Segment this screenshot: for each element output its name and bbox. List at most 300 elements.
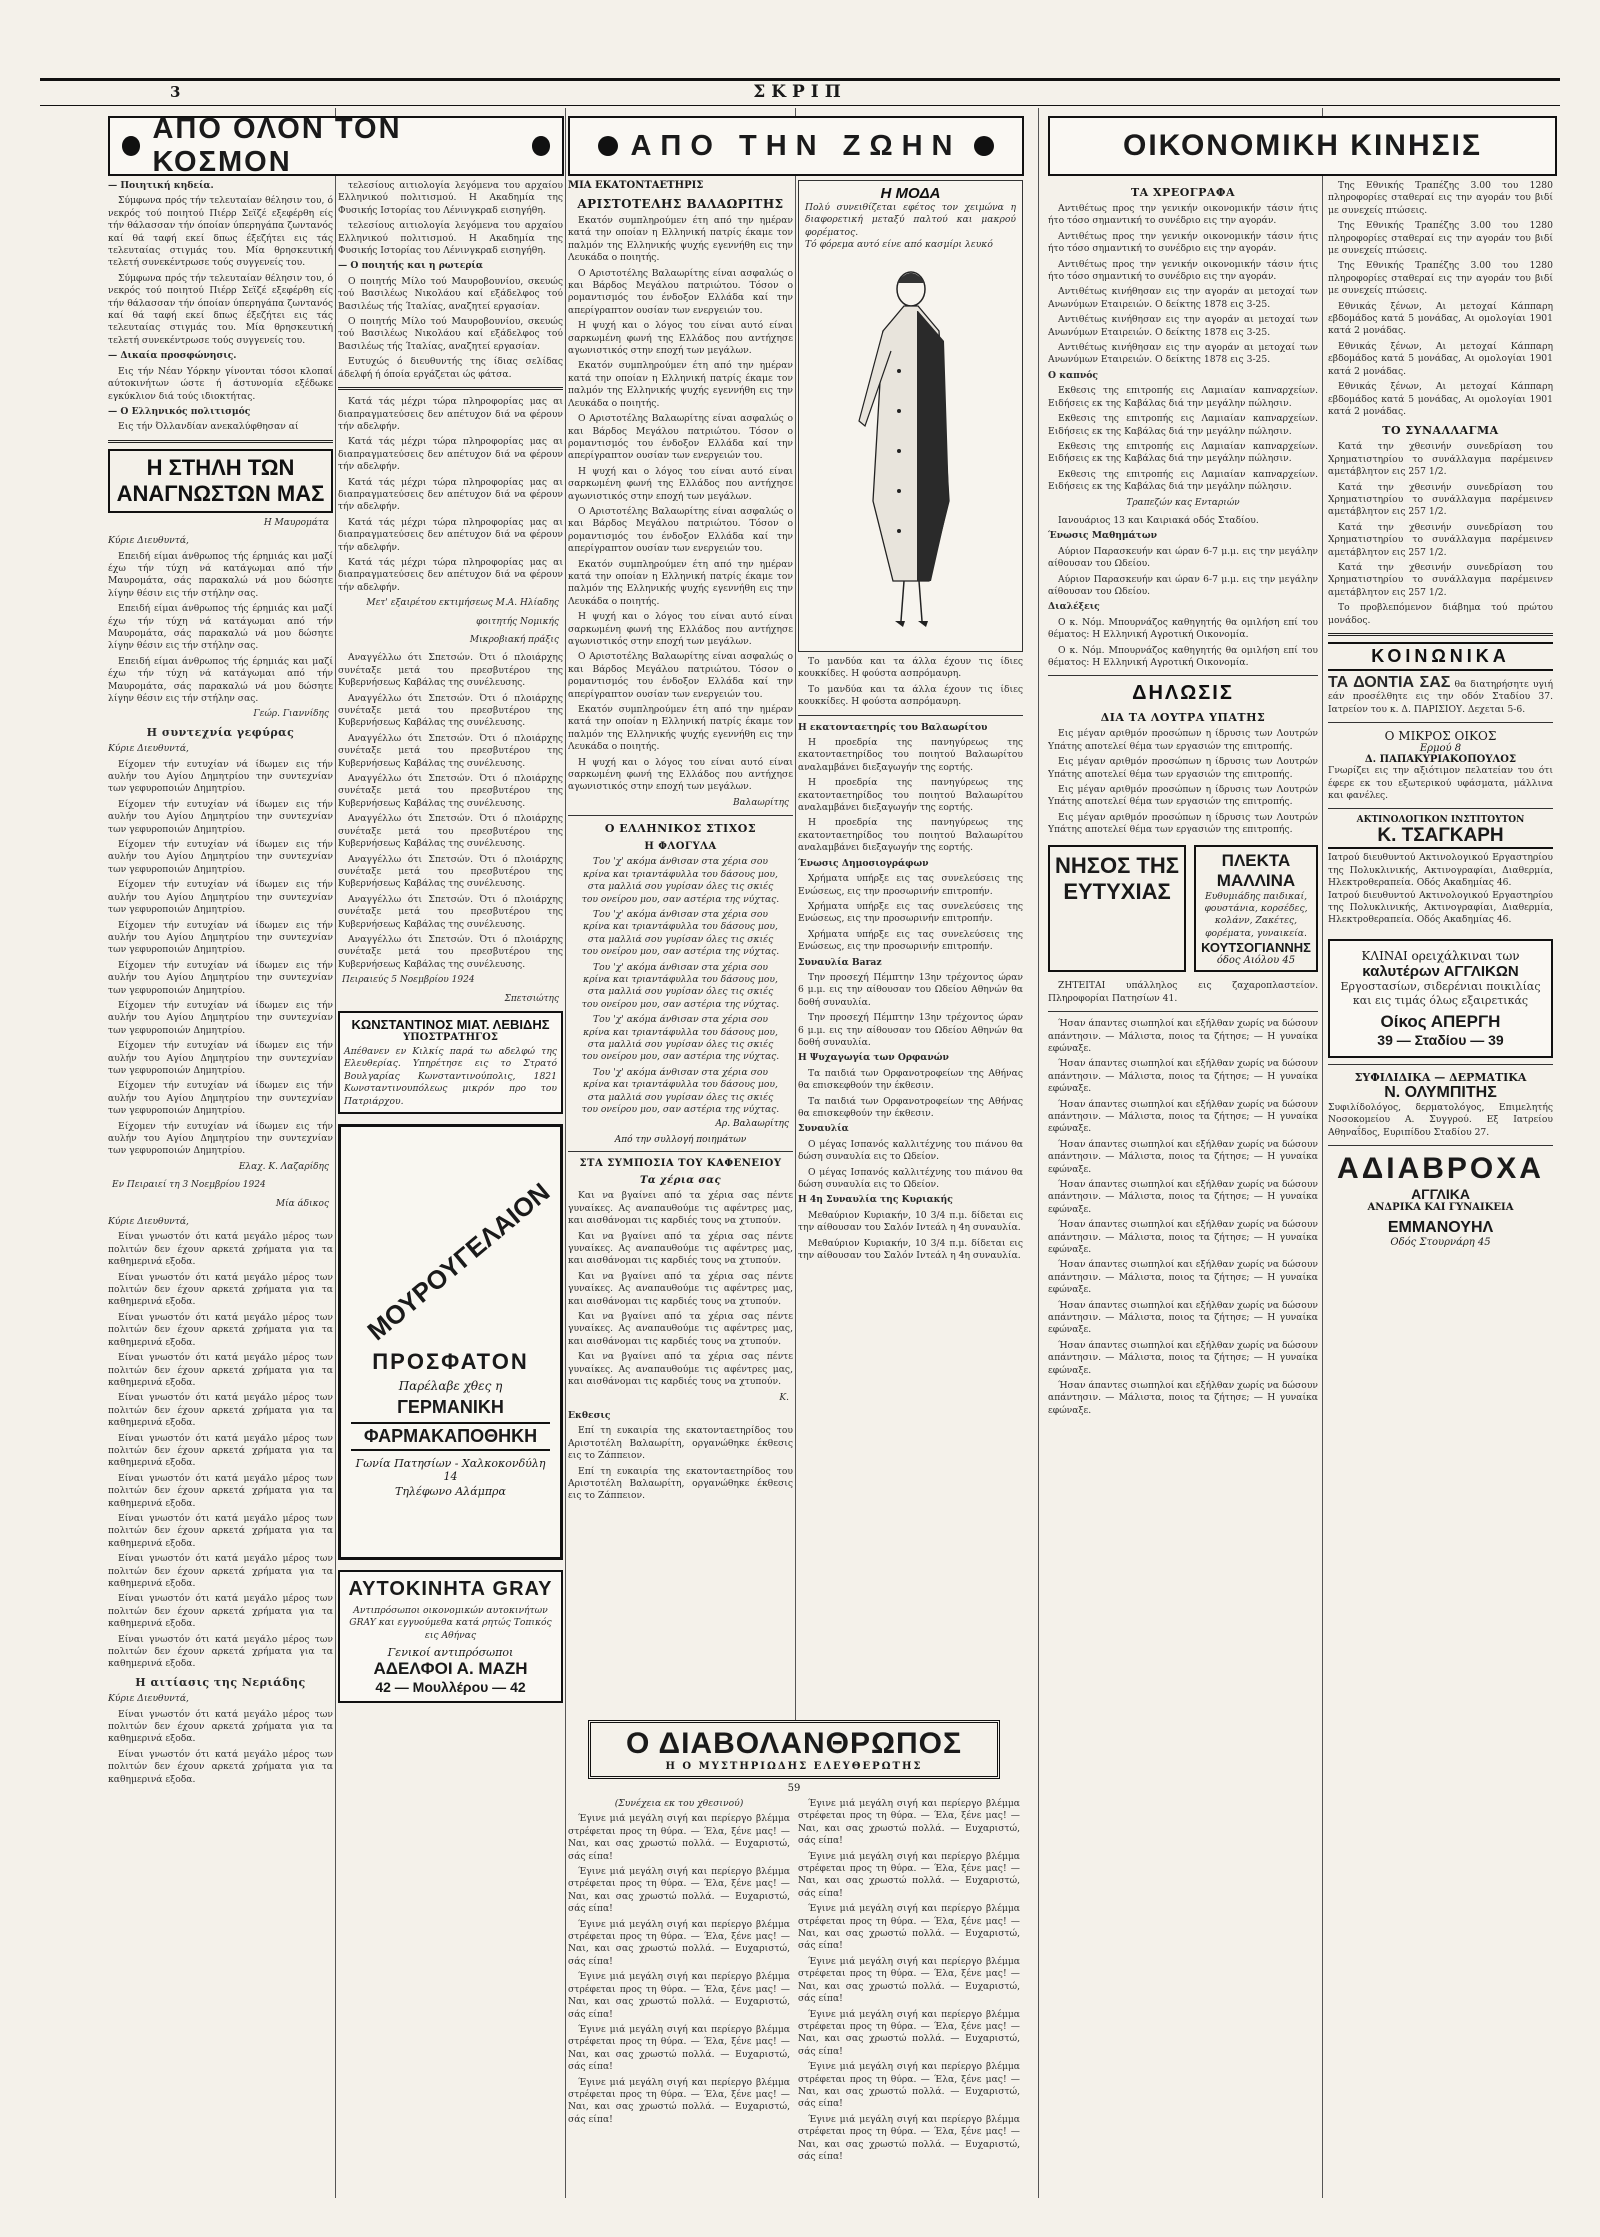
- serial-text: Έγινε μιά μεγάλη σιγή και περίεργο βλέμμα στρέφεται προς τη θύρα. — Έλα, ξένε μας! — Ναι, και σας χρωστώ πολλά. — Ευχαριστώ, σάς είπα!: [798, 1955, 1020, 2005]
- article-text: Και να βγαίνει από τα χέρια σας πέντε γυναίκες. Ας αναπαυθούμε τις αφέντρες μας, και αισθάνομαι τις καρδιές τους να χτυπούν.: [568, 1351, 793, 1388]
- letter-text: Κατά τάς μέχρι τώρα πληροφορίας μας αι διαπραγματεύσεις δεν απέτυχον διά να φέρουν τήν αδελφήν.: [338, 556, 563, 593]
- divider: [1328, 808, 1553, 809]
- fashion-title: Η ΜΟΔΑ: [880, 185, 941, 202]
- shop-ad-title: Ο ΜΙΚΡΟΣ ΟΙΚΟΣ: [1384, 729, 1497, 744]
- cafe-heading: ΣΤΑ ΣΥΜΠΟΣΙΑ ΤΟΥ ΚΑΦΕΝΕΙΟΥ: [579, 1158, 782, 1170]
- raincoat-ad: [1328, 1152, 1553, 1248]
- letter-text: Είναι γνωστόν ότι κατά μεγάλο μέρος των πολιτών δεν έχουν αρκετά χρήματα για τα καθημερινά εξοδα.: [108, 1748, 333, 1785]
- letter-text: Κατά τάς μέχρι τώρα πληροφορίας μας αι διαπραγματεύσεις δεν απέτυχον διά να φέρουν τήν αδελφήν.: [338, 516, 563, 553]
- report-text: Αύριον Παρασκευήν και ώραν 6-7 μ.μ. εις την μεγάλην αίθουσαν του Ωδείου.: [1048, 573, 1318, 597]
- report-text: Εκθεσις της επιτροπής εις Λαμιαίαν καπναρχείων. Ειδήσεις εκ της Καβάλας διά την μεγάλην πώλησιν.: [1048, 385, 1318, 409]
- news-heading: Ο καπνός: [1048, 369, 1098, 381]
- poem-stanza: Του 'χ' ακόμα άνθισαν στα χέρια σου κρίνα και τριαντάφυλλα του δάσους μου, στα μαλλιά σου γυρίσαν όλες τις σκιές του ονείρου μου, σαν αστέρια της νύχτας.: [581, 1066, 780, 1115]
- banner-title: ΑΠΟ ΟΛΟΝ ΤΟΝ ΚΟΣΜΟΝ: [152, 113, 402, 178]
- report-text: Κατά την χθεσινήν συνεδρίαση του Χρηματιστηρίου το συνάλλαγμα παρέμεινεν αμετάβλητον εις 257 1/2.: [1328, 561, 1553, 598]
- place-date: Εν Πειραιεί τη 3 Νοεμβρίου 1924: [112, 1180, 266, 1191]
- raincoat-ad-address: Οδός Στουρνάρη 45: [1390, 1237, 1491, 1249]
- article-text: Εκατόν συμπληρούμεν έτη από την ημέραν κατά την οποίαν η Ελληνική πατρίς έκαμε τον παλμόν της Ελληνικής ψυχής εγεννήθη εις την Λευκάδα ο ποιητής.: [568, 558, 793, 607]
- article-text: Ο Αριστοτέλης Βαλαωρίτης είναι ασφαλώς ο και Βάρδος Μεγάλου πατριώτου. Τόσον ο ρομαντισμός του ένδοξον Ελλάδα καί την απερίγραπτον ουσίαν των ενεργειών του.: [568, 505, 793, 555]
- gray-ad-address: 42 — Μουλλέρου — 42: [375, 1679, 526, 1696]
- divider: [568, 1151, 793, 1152]
- gray-ad-agents: ΑΔΕΛΦΟΙ Α. ΜΑΖΗ: [373, 1659, 528, 1679]
- serial-text: Ήσαν άπαντες σιωπηλοί και εξήλθαν χωρίς να δώσουν απάντησιν. — Μάλιστα, ποιος τα ζήτησε; — Η γυναίκα εφώναξε.: [1048, 1380, 1318, 1416]
- news-heading: Συναυλία Baraz: [798, 956, 882, 968]
- cafe-subheading: Τα χέρια σας: [639, 1175, 722, 1187]
- letter-text: Είναι γνωστόν ότι κατά μεγάλο μέρος των πολιτών δεν έχουν αρκετά χρήματα για τα καθημερινά εξοδα.: [108, 1311, 333, 1348]
- letter-heading: Μικροβιακή πράξις: [469, 635, 559, 645]
- serial-story: [568, 1720, 1020, 2198]
- doctor-ad: [1328, 1071, 1553, 1139]
- article-text: Εκατόν συμπληρούμεν έτη από την ημέραν κατά την οποίαν η Ελληνική πατρίς έκαμε τον παλμόν της Ελληνικής ψυχής εγεννήθη εις την Λευκάδα ο ποιητής.: [568, 360, 793, 409]
- classified-text: ΖΗΤΕΙΤΑΙ υπάλληλος εις ζαχαροπλαστείον. Πληροφορίαι Πατησίων 41.: [1048, 980, 1318, 1004]
- article-heading: ΑΡΙΣΤΟΤΕΛΗΣ ΒΑΛΑΩΡΙΤΗΣ: [577, 197, 784, 211]
- poem-title: Η ΦΛΟΓΥΛΑ: [644, 841, 717, 853]
- report-text: Εθνικάς ξένων, Αι μετοχαί Κάππαρη εβδομάδος κατά 5 μονάδας, Αι ομολογίαι 1901 κατά 2 μονάδας.: [1328, 300, 1553, 337]
- divider: [1328, 1145, 1553, 1146]
- letter-text: Είναι γνωστόν ότι κατά μεγάλο μέρος των πολιτών δεν έχουν αρκετά χρήματα για τα καθημερινά εξοδα.: [108, 1472, 333, 1509]
- bullet-icon: [974, 136, 994, 156]
- notice-paragraph: Εις μέγαν αριθμόν προσώπων η ίδρυσις των Λουτρών Υπάτης αποτελεί θέμα των εργασιών της επιτροπής.: [1048, 728, 1318, 752]
- letter-heading: Η συντεχνία γεφύρας: [146, 725, 295, 739]
- report-text: Αντιθέτως προς την γενικήν οικονομικήν τάσιν ήτις ήτο τόσο σημαντική το συνέδριο εις την αγοράν.: [1048, 230, 1318, 255]
- report-text: Ο κ. Νόμ. Μπουρνάζος καθηγητής θα ομιλήση επί του θέματος: Η Ελληνική Αγροτική Οικονομία.: [1048, 644, 1318, 668]
- fashion-text: Πολύ συνειθίζεται εφέτος τον χειμώνα η διαφορετική μεταξύ παλτού και μακρού φορέματος.: [805, 202, 1016, 238]
- raincoat-ad-shop: ΕΜΜΑΝΟΥΗΛ: [1387, 1219, 1494, 1237]
- report-text: Εκθεσις της επιτροπής εις Λαμιαίαν καπναρχείων. Ειδήσεις εκ της Καβάλας διά την μεγάλην πώλησιν.: [1048, 468, 1318, 493]
- bonds-report: [1048, 203, 1318, 669]
- news-text: Χρήματα υπήρξε εις τας συνελεύσεις της Ενώσεως, εις την προσωρινήν επιτροπήν.: [798, 900, 1023, 925]
- letter-text: Είναι γνωστόν ότι κατά μεγάλο μέρος των πολιτών δεν έχουν αρκετά χρήματα για τα καθημερινά εξοδα.: [108, 1231, 333, 1268]
- letter-text: Είχομεν τήν ευτυχίαν νά ίδωμεν εις τήν αυλήν του Αγίου Δημητρίου την συντεχνίαν των γεφυροποιών Δημητρίου.: [108, 919, 333, 956]
- xray-ad-text: Ιατρού διευθυντού Ακτινολογικού Εργαστηρίου της Πολυκλινικής, Ακτινογραφίαι, Διαθερμία, Ηλεκτροθεραπεία. Οδός Ακαδημίας 46.: [1328, 889, 1553, 926]
- banner-title: ΑΠΟ ΤΗΝ ΖΩΗΝ: [630, 129, 962, 162]
- notice-paragraph: Εις μέγαν αριθμόν προσώπων η ίδρυσις των Λουτρών Υπάτης αποτελεί θέμα των εργασιών της επιτροπής.: [1048, 811, 1318, 836]
- knitwear-ad-address: όδος Αιόλου 45: [1216, 955, 1296, 967]
- fashion-caption: Τό φόρεμα αυτό είνε από κασμίρι λευκό: [805, 239, 993, 251]
- letter-text: Είναι γνωστόν ότι κατά μεγάλο μέρος των πολιτών δεν έχουν αρκετά χρήματα για τα καθημερινά εξοδα.: [108, 1271, 333, 1308]
- poem-stanza: Του 'χ' ακόμα άνθισαν στα χέρια σου κρίνα και τριαντάφυλλα του δάσους μου, στα μαλλιά σου γυρίσαν όλες τις σκιές του ονείρου μου, σαν αστέρια της νύχτας.: [581, 961, 780, 1010]
- news-text: Ευτυχώς ό διευθυντής της ίδιας σελίδας άδελφή ή όποία εργάζεται ώς φάτσα.: [338, 356, 563, 380]
- gray-ad-agents-label: Γενικοί αντιπρόσωποι: [387, 1646, 514, 1660]
- section-heading: ΜΙΑ ΕΚΑΤΟΝΤΑΕΤΗΡΙΣ: [568, 180, 704, 191]
- signature: Κ.: [779, 1392, 789, 1403]
- serial-text: Έγινε μιά μεγάλη σιγή και περίεργο βλέμμα στρέφεται προς τη θύρα. — Έλα, ξένε μας! — Ναι, και σας χρωστώ πολλά. — Ευχαριστώ, σάς είπα!: [798, 1850, 1020, 1899]
- article-text: Η ψυχή και ο λόγος του είναι αυτό είναι σαρκωμένη φωνή της Ελλάδος που αντήχησε αγωνιστικός στην εποχή των μεγάλων.: [568, 756, 793, 793]
- news-text: Η προεδρία της πανηγύρεως της εκατονταετηρίδος του ποιητού Βαλαωρίτου αναλαμβάνει διεξαγωγήν της εορτής.: [798, 817, 1023, 854]
- news-text: Την προσεχή Πέμπτην 13ην τρέχοντος ώραν 6 μ.μ. εις την αίθουσαν του Ωδείου Αθηνών θα δοθή συναυλία.: [798, 971, 1023, 1008]
- serial-text: Ήσαν άπαντες σιωπηλοί και εξήλθαν χωρίς να δώσουν απάντησιν. — Μάλιστα, ποιος τα ζήτησε; — Η γυναίκα εφώναξε.: [1048, 1178, 1318, 1215]
- dental-ad-title: ΤΑ ΔΟΝΤΙΑ ΣΑΣ: [1328, 674, 1451, 691]
- pharmacy-poster: [338, 1124, 563, 1560]
- divider: [798, 715, 1023, 716]
- notice-line: Τραπεζών κας Ενταριών: [1126, 497, 1240, 508]
- news-text: Σύμφωνα πρός τήν τελευταίαν θέλησιν του, ό νεκρός τού ποιητού Πιέρρ Σεϊζέ εξεφέρθη είς τήν θάλασσαν τήν όποίαν ύπερηγάπα ζωντανός καί θά ταφή εκεί δπως έξεζήτει εις τάς τελευταίας στιγμάς του. Μία θρησκευτική τελετή συνεκέντρωσε τούς συγγενείς του.: [108, 195, 333, 269]
- news-heading: — Ο ποιητής και η ρωτερία: [338, 260, 483, 272]
- fashion-illustration: [799, 251, 1022, 641]
- column-divider: [1322, 108, 1323, 2198]
- poster-address: Γωνία Πατησίων - Χαλκοκονδύλη 14: [355, 1457, 546, 1483]
- column-divider: [335, 108, 336, 2198]
- fashion-text: Το μανδύα και τα άλλα έχουν τις ίδιες κουκκίδες. Η φούστα ασπρόμαυρη.: [798, 656, 1023, 680]
- obituary-notice: [338, 1011, 563, 1114]
- news-text: τελεσίους αιτιολογία λεγόμενα του αρχαίου Ελληνικού πολιτισμού. Η Ακαδημία της Φυσικής Ιστορίας του Λένινγκραδ εισηγήθη.: [338, 220, 563, 257]
- serial-text: Έγινε μιά μεγάλη σιγή και περίεργο βλέμμα στρέφεται προς τη θύρα. — Έλα, ξένε μας! — Ναι, και σας χρωστώ πολλά. — Ευχαριστώ, σάς είπα!: [568, 1971, 790, 2020]
- report-text: Εκθεσις της επιτροπής εις Λαμιαίαν καπναρχείων. Ειδήσεις εκ της Καβάλας διά την μεγάλην πώλησιν.: [1048, 413, 1318, 437]
- beds-ad: [1328, 939, 1553, 1058]
- poem-author: Αρ. Βαλαωρίτης: [715, 1119, 789, 1130]
- report-text: Ιανουάριος 13 και Καιριακά οδός Σταδίου.: [1058, 514, 1259, 526]
- signature: Μετ' εξαιρέτου εκτιμήσεως Μ.Α. Ηλίαδης: [366, 598, 559, 609]
- readers-letters: [108, 517, 333, 1786]
- serial-continued: [1048, 1018, 1318, 1417]
- knitwear-ad: [1194, 845, 1318, 973]
- signature: Βαλαωρίτης: [732, 797, 789, 808]
- news-text: Ο ποιητής Μίλο τού Μαυροβουνίου, σκευώς τού Βασιλέως Νικολάου καί εξάδελφος τού Βασιλέως τής Ίταλίας, αναζητεί εργασίαν.: [338, 316, 563, 352]
- news-text: Η προεδρία της πανηγύρεως της εκατονταετηρίδος του ποιητού Βαλαωρίτου αναλαμβάνει διεξαγωγήν της εορτής.: [798, 777, 1023, 814]
- world-news: [108, 180, 333, 434]
- poster-phone: Τηλέφωνο Αλάμπρα: [395, 1485, 506, 1498]
- divider: [1048, 1011, 1318, 1012]
- classified: [1048, 980, 1318, 1005]
- knitwear-ad-shop: ΚΟΥΤΣΟΓΙΑΝΝΗΣ: [1201, 940, 1311, 956]
- news-text: Ο μέγας Ισπανός καλλιτέχνης του πιάνου θα δώση συναυλία εις το Ωδείον.: [798, 1138, 1023, 1163]
- poem-stanza: Του 'χ' ακόμα άνθισαν στα χέρια σου κρίνα και τριαντάφυλλα του δάσους μου, στα μαλλιά σου γυρίσαν όλες τις σκιές του ονείρου μου, σαν αστέρια της νύχτας.: [581, 856, 780, 905]
- serial-text: Έγινε μιά μεγάλη σιγή και περίεργο βλέμμα στρέφεται προς τη θύρα. — Έλα, ξένε μας! — Ναι, και σας χρωστώ πολλά. — Ευχαριστώ, σάς είπα!: [798, 1798, 1020, 1847]
- signature: Ελαχ. Κ. Λαζαρίδης: [238, 1161, 329, 1172]
- letter-text: Είχομεν τήν ευτυχίαν νά ίδωμεν εις τήν αυλήν του Αγίου Δημητρίου την συντεχνίαν των γεφυροποιών Δημητρίου.: [108, 1040, 333, 1076]
- serial-text: Ήσαν άπαντες σιωπηλοί και εξήλθαν χωρίς να δώσουν απάντησιν. — Μάλιστα, ποιος τα ζήτησε; — Η γυναίκα εφώναξε.: [1048, 1259, 1318, 1296]
- poster-shop-line2: ΦΑΡΜΑΚΑΠΟΘΗΚΗ: [351, 1422, 550, 1451]
- serial-text: Έγινε μιά μεγάλη σιγή και περίεργο βλέμμα στρέφεται προς τη θύρα. — Έλα, ξένε μας! — Ναι, και σας χρωστώ πολλά. — Ευχαριστώ, σάς είπα!: [568, 2076, 790, 2125]
- dental-ad-text: θα διατηρήσητε υγιή εάν προσέλθητε εις την οδόν Σταδίου 37. Ιατρείον του κ. Δ. ΠΑΡΙΣΙΟΥ. Δεχεται 5-6.: [1328, 679, 1553, 715]
- report-text: Αύριον Παρασκευήν και ώραν 6-7 μ.μ. εις την μεγάλην αίθουσαν του Ωδείου.: [1048, 545, 1318, 570]
- salutation: Κύριε Διευθυντά,: [108, 1216, 189, 1228]
- report-text: Αντιθέτως κινήθησαν εις την αγοράν αι μετοχαί των Ανωνύμων Εταιρειών. Ο δείκτης 1878 εις 3-25.: [1048, 314, 1318, 338]
- beds-ad-title: ΚΛΙΝΑΙ ορειχάλκιναι των: [1361, 948, 1520, 963]
- divider: [1328, 722, 1553, 723]
- letter-text: Αναγγέλλω ότι Σπετσών. Ότι ό πλοιάρχης συνέταξε μετά του πρεσβυτέρου της Κυβερνήσεως Καβάλας της συνέλευσης.: [338, 933, 563, 970]
- serial-text: Ήσαν άπαντες σιωπηλοί και εξήλθαν χωρίς να δώσουν απάντησιν. — Μάλιστα, ποιος τα ζήτησε; — Η γυναίκα εφώναξε.: [1048, 1219, 1318, 1255]
- banner-title: ΟΙΚΟΝΟΜΙΚΗ ΚΙΝΗΣΙΣ: [1123, 129, 1482, 162]
- serial-subtitle: Η Ο ΜΥΣΤΗΡΙΩΔΗΣ ΕΛΕΥΘΕΡΩΤΗΣ: [665, 1761, 923, 1772]
- poem: [568, 856, 793, 1116]
- raincoat-ad-title: ΑΔΙΑΒΡΟΧΑ: [1337, 1152, 1544, 1186]
- obituary-text: Απέθανεν εν Κιλκίς παρά τω αδελφώ της Ελευθερίας. Υπηρέτησε εις το Στρατό Βουλγαρίας Κωνσταντινούπολις, 1821 Κωνσταντινουπόλεως μικρόν προ του Πατριάρχου.: [344, 1045, 557, 1107]
- letter-label: Η Μαυρομάτα: [263, 517, 329, 528]
- xray-ad: [1328, 815, 1553, 926]
- notice-heading: ΔΗΛΩΣΙΣ: [1132, 682, 1234, 705]
- signature: Μία άδικος: [275, 1198, 329, 1209]
- news-text: Μεθαύριον Κυριακήν, 10 3/4 π.μ. δίδεται εις την αίθουσαν του Σαλόν Ιντεάλ η 4η συναυλία.: [798, 1209, 1023, 1234]
- fashion-feature: [798, 180, 1023, 652]
- letter-text: Αναγγέλλω ότι Σπετσών. Ότι ό πλοιάρχης συνέταξε μετά του πρεσβυτέρου της Κυβερνήσεως Καβάλας της συνέλευσης.: [338, 853, 563, 890]
- poster-subline: Παρέλαβε χθες η: [398, 1379, 503, 1393]
- article-text: Η ψυχή και ο λόγος του είναι αυτό είναι σαρκωμένη φωνή της Ελλάδος που αντήχησε αγωνιστικός στην εποχή των μεγάλων.: [568, 611, 793, 647]
- raincoat-ad-brand: ΑΓΓΛΙΚΑ: [1411, 1186, 1470, 1203]
- article-text: Και να βγαίνει από τα χέρια σας πέντε γυναίκες. Ας αναπαυθούμε τις αφέντρες μας, και αισθάνομαι τις καρδιές τους να χτυπούν.: [568, 1190, 793, 1227]
- bullet-icon: [122, 136, 140, 156]
- letter-text: Κατά τάς μέχρι τώρα πληροφορίας μας αι διαπραγματεύσεις δεν απέτυχον διά να φέρουν τήν αδελφήν.: [338, 396, 563, 432]
- lottery-ad: [1048, 845, 1186, 973]
- report-text: Εθνικάς ξένων, Αι μετοχαί Κάππαρη εβδομάδος κατά 5 μονάδας, Αι ομολογίαι 1901 κατά 2 μονάδας.: [1328, 340, 1553, 377]
- knitwear-ad-title: ΠΛΕΚΤΑ ΜΑΛΛΙΝΑ: [1216, 850, 1296, 890]
- obituary-title: ΚΩΝΣΤΑΝΤΙΝΟΣ ΜΙΑΤ. ΛΕΒΙΔΗΣ: [351, 1016, 550, 1032]
- divider: [1048, 675, 1318, 676]
- cafe-article: [568, 1190, 793, 1502]
- article-text: Και να βγαίνει από τα χέρια σας πέντε γυναίκες. Ας αναπαυθούμε τις αφέντρες μας, και αισθάνομαι τις καρδιές τους να χτυπούν.: [568, 1230, 793, 1267]
- paper-name: ΣΚΡΙΠ: [753, 82, 847, 102]
- serial-text: Έγινε μιά μεγάλη σιγή και περίεργο βλέμμα στρέφεται προς τη θύρα. — Έλα, ξένε μας! — Ναι, και σας χρωστώ πολλά. — Ευχαριστώ, σάς είπα!: [568, 2023, 790, 2073]
- column-1: [108, 180, 333, 2198]
- gray-ad-title: ΑΥΤΟΚΙΝΗΤΑ GRAY: [348, 1578, 553, 1600]
- report-text: Κατά την χθεσινήν συνεδρίαση του Χρηματιστηρίου το συνάλλαγμα παρέμεινεν αμετάβλητον εις 257 1/2.: [1328, 521, 1553, 558]
- serial-text: Ήσαν άπαντες σιωπηλοί και εξήλθαν χωρίς να δώσουν απάντησιν. — Μάλιστα, ποιος τα ζήτησε; — Η γυναίκα εφώναξε.: [1048, 1098, 1318, 1135]
- poem-stanza: Του 'χ' ακόμα άνθισαν στα χέρια σου κρίνα και τριαντάφυλλα του δάσους μου, στα μαλλιά σου γυρίσαν όλες τις σκιές του ονείρου μου, σαν αστέρια της νύχτας.: [581, 1014, 780, 1063]
- report-text: Κατά την χθεσινήν συνεδρίαση του Χρηματιστηρίου το συνάλλαγμα παρέμεινεν αμετάβλητον εις 257 1/2.: [1328, 441, 1553, 478]
- readers-column-title: Η ΣΤΗΛΗ ΤΩΝ ΑΝΑΓΝΩΣΤΩΝ ΜΑΣ: [108, 449, 333, 513]
- report-text: Της Εθνικής Τραπέζης 3.00 του 1280 πληροφορίες σταθεραί εις την αγοράν του βιδί με συνεχείς πτώσεις.: [1328, 260, 1553, 297]
- news-text: Μεθαύριον Κυριακήν, 10 3/4 π.μ. δίδεται εις την αίθουσαν του Σαλόν Ιντεάλ η 4η συναυλία.: [798, 1237, 1023, 1262]
- column-divider: [565, 108, 566, 2198]
- divider: [1328, 633, 1553, 636]
- letter-text: Αναγγέλλω ότι Σπετσών. Ότι ό πλοιάρχης συνέταξε μετά του πρεσβυτέρου της Κυβερνήσεως Καβάλας της συνέλευσης.: [338, 732, 563, 769]
- exchange-heading: ΤΟ ΣΥΝΑΛΛΑΓΜΑ: [1382, 424, 1499, 438]
- shop-ad-address: Ερμού 8: [1419, 743, 1462, 755]
- doctor-ad-name: Ν. ΟΛΥΜΠΙΤΗΣ: [1384, 1083, 1497, 1101]
- valaoritis-article: [568, 215, 793, 809]
- serial-text: Έγινε μιά μεγάλη σιγή και περίεργο βλέμμα στρέφεται προς τη θύρα. — Έλα, ξένε μας! — Ναι, και σας χρωστώ πολλά. — Ευχαριστώ, σάς είπα!: [568, 1918, 790, 1967]
- economy-cont: [1328, 180, 1553, 418]
- article-text: Ο Αριστοτέλης Βαλαωρίτης είναι ασφαλώς ο και Βάρδος Μεγάλου πατριώτου. Τόσον ο ρομαντισμός του ένδοξον Ελλάδα καί την απερίγραπτον ουσίαν των ενεργειών του.: [568, 413, 793, 462]
- gray-car-ad: [338, 1570, 563, 1703]
- divider: [568, 815, 793, 816]
- shop-ad-owner: Δ. ΠΑΠΑΚΥΡΙΑΚΟΠΟΥΛΟΣ: [1364, 754, 1517, 766]
- letter-text: Είχομεν τήν ευτυχίαν νά ίδωμεν εις τήν αυλήν του Αγίου Δημητρίου την συντεχνίαν των γεφυροποιών Δημητρίου.: [108, 1080, 333, 1117]
- signature: Σπετσιώτης: [504, 993, 559, 1004]
- letter-text: Αναγγέλλω ότι Σπετσών. Ότι ό πλοιάρχης συνέταξε μετά του πρεσβυτέρου της Κυβερνήσεως Καβάλας της συνέλευσης.: [338, 813, 563, 850]
- article-text: Και να βγαίνει από τα χέρια σας πέντε γυναίκες. Ας αναπαυθούμε τις αφέντρες μας, και αισθάνομαι τις καρδιές τους να χτυπούν.: [568, 1311, 793, 1347]
- news-heading: Ένωσις Δημοσιογράφων: [798, 857, 929, 869]
- letter-text: Αναγγέλλω ότι Σπετσών. Ότι ό πλοιάρχης συνέταξε μετά του πρεσβυτέρου της Κυβερνήσεως Καβάλας της συνέλευσης.: [338, 692, 563, 729]
- serial-text: Ήσαν άπαντες σιωπηλοί και εξήλθαν χωρίς να δώσουν απάντησιν. — Μάλιστα, ποιος τα ζήτησε; — Η γυναίκα εφώναξε.: [1048, 1058, 1318, 1095]
- section-banner-world: [108, 113, 564, 178]
- bullet-icon: [598, 136, 618, 156]
- news-heading: Η εκατονταετηρίς του Βαλαωρίτου: [798, 721, 988, 733]
- letter-text: Είναι γνωστόν ότι κατά μεγάλο μέρος των πολιτών δεν έχουν αρκετά χρήματα για τα καθημερινά εξοδα.: [108, 1593, 333, 1630]
- divider: [338, 387, 563, 390]
- news-heading: Η 4η Συναυλία της Κυριακής: [798, 1194, 953, 1206]
- letter-text: Είχομεν τήν ευτυχίαν νά ίδωμεν εις τήν αυλήν του Αγίου Δημητρίου την συντεχνίαν των γεφυροποιών Δημητρίου.: [108, 999, 333, 1036]
- exchange-report: [1328, 441, 1553, 627]
- news-text: Ο μέγας Ισπανός καλλιτέχνης του πιάνου θα δώση συναυλία εις το Ωδείον.: [798, 1166, 1023, 1191]
- shop-ad: [1328, 729, 1553, 802]
- doctor-ad-text: Συφιλίδολόγος, δερματολόγος, Επιμελητής Νοσοκομείου Α. Συγγρού. Εξ Ιατρείου Αθηναΐδος, Ευριπίδου Σταδίου 27.: [1328, 1101, 1553, 1138]
- column-5: [1048, 180, 1318, 2198]
- letter-text: Είχομεν τήν ευτυχίαν νά ίδωμεν εις τήν αυλήν του Αγίου Δημητρίου την συντεχνίαν των γεφυροποιών Δημητρίου.: [108, 1120, 333, 1157]
- fashion-continued: [798, 656, 1023, 709]
- poster-headline: ΠΡΟΣΦΑΤΟΝ: [372, 1349, 529, 1374]
- news-heading: Ένωσις Μαθημάτων: [1048, 530, 1157, 542]
- news-heading: — Ο Ελληνικός πολιτισμός: [108, 405, 251, 417]
- fashion-text: Το μανδύα και τα άλλα έχουν τις ίδιες κουκκίδες. Η φούστα ασπρόμαυρη.: [798, 683, 1023, 708]
- readers-letters-cont: [338, 396, 563, 1005]
- xray-ad-text: Ιατρού διευθυντού Ακτινολογικού Εργαστηρίου της Πολυκλινικής, Ακτινογραφίαι, Διαθερμία, Ηλεκτροθεραπεία. Οδός Ακαδημίας 46.: [1328, 852, 1553, 889]
- letter-text: Είχομεν τήν ευτυχίαν νά ίδωμεν εις τήν αυλήν του Αγίου Δημητρίου την συντεχνίαν των γεφυροποιών Δημητρίου.: [108, 798, 333, 835]
- beds-ad-text: Εργοστασίων, σιδερένιαι ποικιλίας και εις τιμάς όλως εξαιρετικάς: [1340, 979, 1541, 1007]
- serial-number: 59: [787, 1783, 801, 1794]
- serial-title: Ο ΔΙΑΒΟΛΑΝΘΡΩΠΟΣ: [625, 1727, 963, 1760]
- section-banner-life: [568, 116, 1024, 176]
- article-text: Εκατόν συμπληρούμεν έτη από την ημέραν κατά την οποίαν η Ελληνική πατρίς έκαμε τον παλμόν της Ελληνικής ψυχής εγεννήθη εις την Λευκάδα ο ποιητής.: [568, 704, 793, 753]
- salutation: Κύριε Διευθυντά,: [108, 535, 189, 547]
- notice-subheading: ΔΙΑ ΤΑ ΛΟΥΤΡΑ ΥΠΑΤΗΣ: [1100, 711, 1266, 725]
- shop-ad-text: Γνωρίζει εις την αξιότιμον πελατείαν του ότι έφερε εκ του εξωτερικού υφάσματα, μάλλινα και φανέλες.: [1328, 765, 1553, 802]
- report-text: Το προβλεπόμενον διάβημα τού πρώτου μονάδος.: [1328, 602, 1553, 626]
- obituary-subtitle: ΥΠΟΣΤΡΑΤΗΓΟΣ: [403, 1031, 498, 1043]
- notice-paragraph: Εις μέγαν αριθμόν προσώπων η ίδρυσις των Λουτρών Υπάτης αποτελεί θέμα των εργασιών της επιτροπής.: [1048, 784, 1318, 808]
- signature-sub: φοιτητής Νομικής: [476, 616, 559, 627]
- report-text: Εκθεσις της επιτροπής εις Λαμιαίαν καπναρχείων. Ειδήσεις εκ της Καβάλας διά την μεγάλην πώλησιν.: [1048, 440, 1318, 465]
- report-text: Αντιθέτως προς την γενικήν οικονομικήν τάσιν ήτις ήτο τόσο σημαντική το συνέδριο εις την αγοράν.: [1048, 258, 1318, 283]
- world-news-cont: [338, 180, 563, 381]
- signature: Γεώρ. Γιαννίδης: [253, 709, 329, 720]
- news-text: Σύμφωνα πρός τήν τελευταίαν θέλησιν του, ό νεκρός τού ποιητού Πιέρρ Σεϊζέ εξεφέρθη είς τήν θάλασσαν τήν όποίαν ύπερηγάπα ζωντανός καί θά ταφή εκεί δπως έξεζήτει εις τάς τελευταίας στιγμάς του. Μία θρησκευτική τελετή συνεκέντρωσε τούς συγγενείς του.: [108, 272, 333, 346]
- letter-text: Είναι γνωστόν ότι κατά μεγάλο μέρος των πολιτών δεν έχουν αρκετά χρήματα για τα καθημερινά εξοδα.: [108, 1633, 333, 1670]
- beds-ad-brand: καλυτέρων ΑΓΓΛΙΚΩΝ: [1362, 962, 1519, 980]
- report-text: Κατά την χθεσινήν συνεδρίαση του Χρηματιστηρίου το συνάλλαγμα παρέμεινεν αμετάβλητον εις 257 1/2.: [1328, 481, 1553, 518]
- salutation: Κύριε Διευθυντά,: [108, 743, 189, 755]
- letter-text: Είναι γνωστόν ότι κατά μεγάλο μέρος των πολιτών δεν έχουν αρκετά χρήματα για τα καθημερινά εξοδα.: [108, 1553, 333, 1589]
- masthead: [40, 78, 1560, 106]
- divider: [108, 440, 333, 443]
- report-text: Εθνικάς ξένων, Αι μετοχαί Κάππαρη εβδομάδος κατά 5 μονάδας, Αι ομολογίαι 1901 κατά 2 μονάδας.: [1328, 381, 1553, 417]
- divider: [1328, 1064, 1553, 1065]
- xray-ad-name: Κ. ΤΣΑΓΚΑΡΗ: [1328, 825, 1553, 849]
- news-heading: Διαλέξεις: [1048, 601, 1100, 613]
- report-text: Αντιθέτως κινήθησαν εις την αγοράν αι μετοχαί των Ανωνύμων Εταιρειών. Ο δείκτης 1878 εις 3-25.: [1048, 342, 1318, 366]
- poster-shop-line1: ΓΕΡΜΑΝΙΚΗ: [397, 1397, 504, 1417]
- poster-rotated-text: ΜΟΥΡΟΥΓΕΛΑΙΟΝ: [361, 1176, 556, 1347]
- column-2: [338, 180, 563, 2198]
- letter-text: Είναι γνωστόν ότι κατά μεγάλο μέρος των πολιτών δεν έχουν αρκετά χρήματα για τα καθημερινά εξοδα.: [108, 1352, 333, 1388]
- article-text: Η ψυχή και ο λόγος του είναι αυτό είναι σαρκωμένη φωνή της Ελλάδος που αντήχησε αγωνιστικός στην εποχή των μεγάλων.: [568, 320, 793, 357]
- article-text: Ο Αριστοτέλης Βαλαωρίτης είναι ασφαλώς ο και Βάρδος Μεγάλου πατριώτου. Τόσον ο ρομαντισμός του ένδοξον Ελλάδα καί την απερίγραπτον ουσίαν των ενεργειών του.: [568, 651, 793, 700]
- letter-text: Επειδή είμαι άνθρωπος τής έρημιάς και μαζί έχω τήν τύχη νά κατάγωμαι από τήν Μαυρομάτα, σάς παρακαλώ νά μου δώσητε λίγην θέσιν εις τήν στήλην σας.: [108, 603, 333, 652]
- serial-text: Ήσαν άπαντες σιωπηλοί και εξήλθαν χωρίς να δώσουν απάντησιν. — Μάλιστα, ποιος τα ζήτησε; — Η γυναίκα εφώναξε.: [1048, 1339, 1318, 1376]
- article-text: Εκατόν συμπληρούμεν έτη από την ημέραν κατά την οποίαν η Ελληνική πατρίς έκαμε τον παλμόν της Ελληνικής ψυχής εγεννήθη εις την Λευκάδα ο ποιητής.: [568, 215, 793, 264]
- lottery-ad-line1: ΝΗΣΟΣ ΤΗΣ: [1055, 852, 1179, 878]
- report-text: Αντιθέτως προς την γενικήν οικονομικήν τάσιν ήτις ήτο τόσο σημαντική το συνέδριο εις την αγοράν.: [1048, 203, 1318, 227]
- serial-text: Έγινε μιά μεγάλη σιγή και περίεργο βλέμμα στρέφεται προς τη θύρα. — Έλα, ξένε μας! — Ναι, και σας χρωστώ πολλά. — Ευχαριστώ, σάς είπα!: [798, 1903, 1020, 1952]
- news-text: Τα παιδιά των Ορφανοτροφείων της Αθήνας θα επισκεφθούν την έκθεσιν.: [798, 1067, 1023, 1092]
- letter-text: Είναι γνωστόν ότι κατά μεγάλο μέρος των πολιτών δεν έχουν αρκετά χρήματα για τα καθημερινά εξοδα.: [108, 1708, 333, 1745]
- beds-ad-shop: Οίκος ΑΠΕΡΓΗ: [1380, 1011, 1501, 1031]
- notice-paragraph: Εις μέγαν αριθμόν προσώπων η ίδρυσις των Λουτρών Υπάτης αποτελεί θέμα των εργασιών της επιτροπής.: [1048, 756, 1318, 780]
- news-text: Εις τήν Όλλανδίαν ανεκαλύφθησαν αί: [118, 421, 299, 433]
- letter-text: Είναι γνωστόν ότι κατά μεγάλο μέρος των πολιτών δεν έχουν αρκετά χρήματα για τα καθημερινά εξοδα.: [108, 1392, 333, 1429]
- news-text: τελεσίους αιτιολογία λεγόμενα του αρχαίου Ελληνικού πολιτισμού. Η Ακαδημία της Φυσικής Ιστορίας του Λένινγκραδ εισηγήθη.: [338, 180, 563, 216]
- article-text: Η ψυχή και ο λόγος του είναι αυτό είναι σαρκωμένη φωνή της Ελλάδος που αντήχησε αγωνιστικός στην εποχή των μεγάλων.: [568, 465, 793, 502]
- notice-text: [1048, 728, 1318, 836]
- lottery-ad-line2: ΕΥΤΥΧΙΑΣ: [1063, 878, 1171, 904]
- salutation: Κύριε Διευθυντά,: [108, 1693, 189, 1705]
- letter-text: Είχομεν τήν ευτυχίαν νά ίδωμεν εις τήν αυλήν του Αγίου Δημητρίου την συντεχνίαν των γεφυροποιών Δημητρίου.: [108, 959, 333, 996]
- society-heading: ΚΟΙΝΩΝΙΚΑ: [1328, 642, 1553, 671]
- section-banner-economy: [1048, 116, 1557, 176]
- news-text: Την προσεχή Πέμπτην 13ην τρέχοντος ώραν 6 μ.μ. εις την αίθουσαν του Ωδείου Αθηνών θα δοθή συναυλία.: [798, 1012, 1023, 1048]
- letter-text: Επειδή είμαι άνθρωπος τής έρημιάς και μαζί έχω τήν τύχη νά κατάγωμαι από τήν Μαυρομάτα, σάς παρακαλώ νά μου δώσητε λίγην θέσιν εις τήν στήλην σας.: [108, 655, 333, 704]
- serial-text: Ήσαν άπαντες σιωπηλοί και εξήλθαν χωρίς να δώσουν απάντησιν. — Μάλιστα, ποιος τα ζήτησε; — Η γυναίκα εφώναξε.: [1048, 1018, 1318, 1054]
- news-briefs: [798, 722, 1023, 1263]
- news-heading: Η Ψυχαγωγία των Ορφανών: [798, 1052, 949, 1064]
- news-heading: — Ποιητική κηδεία.: [108, 180, 214, 191]
- poetry-heading: Ο ΕΛΛΗΝΙΚΟΣ ΣΤΙΧΟΣ: [604, 822, 757, 836]
- letter-text: Αναγγέλλω ότι Σπετσών. Ότι ό πλοιάρχης συνέταξε μετά του πρεσβυτέρου της Κυβερνήσεως Καβάλας της συνέλευσης.: [338, 893, 563, 930]
- report-text: Ο κ. Νόμ. Μπουρνάζος καθηγητής θα ομιλήση επί του θέματος: Η Ελληνική Αγροτική Οικονομία.: [1048, 616, 1318, 641]
- letter-text: Κατά τάς μέχρι τώρα πληροφορίας μας αι διαπραγματεύσεις δεν απέτυχον διά να φέρουν τήν αδελφήν.: [338, 476, 563, 513]
- raincoat-ad-sub: ΑΝΔΡΙΚΑ ΚΑΙ ΓΥΝΑΙΚΕΙΑ: [1367, 1202, 1514, 1214]
- dental-ad: [1328, 674, 1553, 716]
- poem-stanza: Του 'χ' ακόμα άνθισαν στα χέρια σου κρίνα και τριαντάφυλλα του δάσους μου, στα μαλλιά σου γυρίσαν όλες τις σκιές του ονείρου μου, σαν αστέρια της νύχτας.: [581, 908, 780, 958]
- page-number: 3: [170, 83, 181, 101]
- news-text: Χρήματα υπήρξε εις τας συνελεύσεις της Ενώσεως, εις την προσωρινήν επιτροπήν.: [798, 873, 1023, 897]
- report-text: Της Εθνικής Τραπέζης 3.00 του 1280 πληροφορίες σταθεραί εις την αγοράν του βιδί με συνεχείς πτώσεις.: [1328, 220, 1553, 257]
- serial-text: Έγινε μιά μεγάλη σιγή και περίεργο βλέμμα στρέφεται προς τη θύρα. — Έλα, ξένε μας! — Ναι, και σας χρωστώ πολλά. — Ευχαριστώ, σάς είπα!: [568, 1813, 790, 1862]
- letter-text: Είχομεν τήν ευτυχίαν νά ίδωμεν εις τήν αυλήν του Αγίου Δημητρίου την συντεχνίαν των γεφυροποιών Δημητρίου.: [108, 839, 333, 875]
- article-text: Επί τη ευκαιρία της εκατονταετηρίδος του Αριστοτέλη Βαλαωρίτη, οργανώθηκε έκθεσις εις το Ζάππειον.: [568, 1425, 793, 1462]
- news-heading: Εκθεσις: [568, 1409, 611, 1421]
- article-text: Ο Αριστοτέλης Βαλαωρίτης είναι ασφαλώς ο και Βάρδος Μεγάλου πατριώτου. Τόσον ο ρομαντισμός του ένδοξον Ελλάδα καί την απερίγραπτον ουσίαν των ενεργειών του.: [568, 267, 793, 316]
- place-date: Πειραιεύς 5 Νοεμβρίου 1924: [342, 975, 475, 986]
- news-text: Χρήματα υπήρξε εις τας συνελεύσεις της Ενώσεως, εις την προσωρινήν επιτροπήν.: [798, 928, 1023, 953]
- report-text: Αντιθέτως κινήθησαν εις την αγοράν αι μετοχαί των Ανωνύμων Εταιρειών. Ο δείκτης 1878 εις 3-25.: [1048, 286, 1318, 310]
- column-6: [1328, 180, 1553, 2198]
- letter-text: Κατά τάς μέχρι τώρα πληροφορίας μας αι διαπραγματεύσεις δεν απέτυχον διά να φέρουν τήν αδελφήν.: [338, 436, 563, 473]
- beds-ad-address: 39 — Σταδίου — 39: [1377, 1031, 1504, 1048]
- news-text: Η προεδρία της πανηγύρεως της εκατονταετηρίδος του ποιητού Βαλαωρίτου αναλαμβάνει διεξαγωγήν της εορτής.: [798, 737, 1023, 773]
- serial-text: Έγινε μιά μεγάλη σιγή και περίεργο βλέμμα στρέφεται προς τη θύρα. — Έλα, ξένε μας! — Ναι, και σας χρωστώ πολλά. — Ευχαριστώ, σάς είπα!: [798, 2061, 1020, 2110]
- news-text: Εις τήν Νέαν Υόρκην γίνονται τόσοι κλοπαί αύτοκινήτων ώστε ή άστυνομία εξέδωκε εγκύκλιον διά τούς ιδιοκτήτας.: [108, 365, 333, 402]
- serial-text: Ήσαν άπαντες σιωπηλοί και εξήλθαν χωρίς να δώσουν απάντησιν. — Μάλιστα, ποιος τα ζήτησε; — Η γυναίκα εφώναξε.: [1048, 1299, 1318, 1336]
- article-text: Επί τη ευκαιρία της εκατονταετηρίδος του Αριστοτέλη Βαλαωρίτη, οργανώθηκε έκθεσις εις το Ζάππειον.: [568, 1465, 793, 1502]
- serial-text: Έγινε μιά μεγάλη σιγή και περίεργο βλέμμα στρέφεται προς τη θύρα. — Έλα, ξένε μας! — Ναι, και σας χρωστώ πολλά. — Ευχαριστώ, σάς είπα!: [568, 1866, 790, 1915]
- news-heading: Συναυλία: [798, 1123, 849, 1135]
- letter-text: Αναγγέλλω ότι Σπετσών. Ότι ό πλοιάρχης συνέταξε μετά του πρεσβυτέρου της Κυβερνήσεως Καβάλας της συνέλευσης.: [338, 773, 563, 809]
- letter-text: Επειδή είμαι άνθρωπος τής έρημιάς και μαζί έχω τήν τύχη νά κατάγωμαι από τήν Μαυρομάτα, σάς παρακαλώ νά μου δώσητε λίγην θέσιν εις τήν στήλην σας.: [108, 550, 333, 599]
- article-text: Και να βγαίνει από τα χέρια σας πέντε γυναίκες. Ας αναπαυθούμε τις αφέντρες μας, και αισθάνομαι τις καρδιές τους να χτυπούν.: [568, 1270, 793, 1307]
- letter-text: Είχομεν τήν ευτυχίαν νά ίδωμεν εις τήν αυλήν του Αγίου Δημητρίου την συντεχνίαν των γεφυροποιών Δημητρίου.: [108, 758, 333, 795]
- serial-text: Ήσαν άπαντες σιωπηλοί και εξήλθαν χωρίς να δώσουν απάντησιν. — Μάλιστα, ποιος τα ζήτησε; — Η γυναίκα εφώναξε.: [1048, 1138, 1318, 1175]
- xray-ad-title: ΑΚΤΙΝΟΛΟΓΙΚΟΝ ΙΝΣΤΙΤΟΥΤΟΝ: [1356, 815, 1525, 826]
- serial-continuation: (Συνέχεια εκ του χθεσινού): [614, 1798, 744, 1809]
- serial-text: Έγινε μιά μεγάλη σιγή και περίεργο βλέμμα στρέφεται προς τη θύρα. — Έλα, ξένε μας! — Ναι, και σας χρωστώ πολλά. — Ευχαριστώ, σάς είπα!: [798, 2113, 1020, 2162]
- doctor-ad-title: ΣΥΦΙΛΙΔΙΚΑ — ΔΕΡΜΑΤΙΚΑ: [1354, 1070, 1527, 1084]
- poem-reference: Από την συλλογή ποιημάτων: [614, 1135, 747, 1146]
- letter-text: Είναι γνωστόν ότι κατά μεγάλο μέρος των πολιτών δεν έχουν αρκετά χρήματα για τα καθημερινά εξοδα.: [108, 1512, 333, 1549]
- gray-ad-text: Αντιπρόσωποι οικονομικών αυτοκινήτων GRAY και εγγυούμεθα κατά ρητώς Τοπικός εις Αθήνας: [349, 1605, 552, 1641]
- column-divider: [1038, 108, 1039, 2198]
- knitwear-ad-text: Ευθυμιάδης παιδικαί, φουστάνια, κορσέδες, κολάνν, Ζακέτες, φορέματα, γυναικεία.: [1204, 890, 1308, 939]
- letter-heading: Η αιτίασις της Νεριάδης: [135, 1675, 306, 1689]
- news-text: Ο ποιητής Μίλο τού Μαυροβουνίου, σκευώς τού Βασιλέως Νικολάου καί εξάδελφος τού Βασιλέως τής Ίταλίας, αναζητεί εργασίαν.: [338, 275, 563, 312]
- letter-text: Είχομεν τήν ευτυχίαν νά ίδωμεν εις τήν αυλήν του Αγίου Δημητρίου την συντεχνίαν των γεφυροποιών Δημητρίου.: [108, 879, 333, 916]
- bullet-icon: [532, 136, 550, 156]
- news-heading: — Δικαία προσφώνησις.: [108, 350, 237, 362]
- bonds-heading: ΤΑ ΧΡΕΟΓΡΑΦΑ: [1130, 186, 1236, 199]
- report-text: Της Εθνικής Τραπέζης 3.00 του 1280 πληροφορίες σταθεραί εις την αγοράν του βιδί με συνεχείς πτώσεις.: [1328, 180, 1553, 216]
- letter-text: Αναγγέλλω ότι Σπετσών. Ότι ό πλοιάρχης συνέταξε μετά του πρεσβυτέρου της Κυβερνήσεως Καβάλας της συνέλευσης.: [338, 652, 563, 689]
- letter-text: Είναι γνωστόν ότι κατά μεγάλο μέρος των πολιτών δεν έχουν αρκετά χρήματα για τα καθημερινά εξοδα.: [108, 1432, 333, 1469]
